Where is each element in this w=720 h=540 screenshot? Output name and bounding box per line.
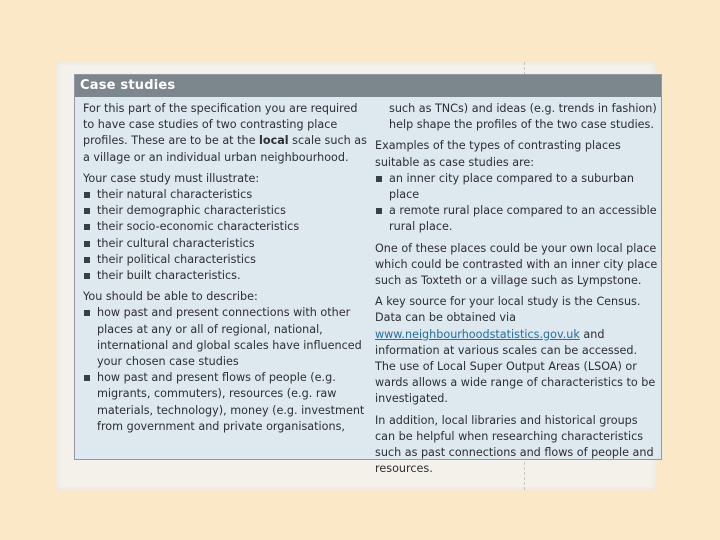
bullet-square-icon <box>84 273 90 279</box>
intro-text-start: For this part of the specification you are required to have case studies of two contrasting place profiles. These are to be at the <box>83 102 358 148</box>
bullet-square-icon <box>84 257 90 263</box>
census-text-end: and information at various scales can be accessed. The use of Local Super Output Areas (LSOA) or wards allows a wide range of characteristics to be investigated. <box>375 327 656 406</box>
list-item <box>83 252 369 268</box>
list-item-text: how past and present flows of people (e.g. migrants, commuters), resources (e.g. raw materials, technology), money (e.g. investment from government and private organisations, <box>97 371 365 433</box>
list-item-text: a remote rural place compared to an accessible rural place. <box>389 204 657 234</box>
list-item <box>83 203 369 219</box>
bullet-square-icon <box>376 208 382 214</box>
bullet-square-icon <box>84 208 90 214</box>
list-item <box>83 268 369 284</box>
neighbourhood-statistics-link[interactable]: www.neighbourhoodstatistics.gov.uk <box>375 327 580 341</box>
left-column <box>83 101 369 435</box>
census-text-start: A key source for your local study is the Census. Data can be obtained via <box>375 295 641 325</box>
box-title: Case studies <box>75 75 661 97</box>
list-item <box>375 171 661 203</box>
list-item-text: their socio-economic characteristics <box>97 220 300 234</box>
illustrate-list <box>83 187 369 284</box>
describe-list <box>83 305 369 435</box>
local-place-paragraph: One of these places could be your own local place which could be contrasted with an inner city place such as Toxteth or a village such as Lympstone. <box>375 241 658 288</box>
right-column <box>375 101 661 477</box>
examples-list <box>375 171 661 236</box>
bullet-square-icon <box>84 310 90 316</box>
intro-paragraph <box>83 101 369 166</box>
case-studies-box <box>74 74 662 476</box>
continuation-paragraph: such as TNCs) and ideas (e.g. trends in fashion) help shape the profiles of the two case studies. <box>389 102 657 132</box>
list-item-text: an inner city place compared to a suburban place <box>389 171 635 202</box>
list-item <box>83 370 369 435</box>
examples-heading: Examples of the types of contrasting places suitable as case studies are: <box>375 139 621 169</box>
list-item <box>375 203 661 235</box>
list-item <box>83 305 369 370</box>
bullet-square-icon <box>84 224 90 230</box>
bullet-square-icon <box>84 241 90 247</box>
bullet-square-icon <box>376 176 382 182</box>
list-item-text: their natural characteristics <box>97 188 253 202</box>
scanned-page <box>56 62 656 490</box>
bullet-square-icon <box>84 192 90 198</box>
list-item <box>83 187 369 203</box>
list-item-text: their demographic characteristics <box>97 204 286 218</box>
bullet-square-icon <box>84 375 90 381</box>
list-item-text: their cultural characteristics <box>97 236 255 250</box>
census-paragraph <box>375 294 661 407</box>
list-item-text: their political characteristics <box>97 252 256 266</box>
libraries-paragraph: In addition, local libraries and historical groups can be helpful when researching characteristics such as past connections and flows of people and resources. <box>375 413 654 476</box>
illustrate-heading: Your case study must illustrate: <box>83 171 260 185</box>
list-item <box>83 219 369 235</box>
list-item-text: how past and present connections with other places at any or all of regional, national, international and global scales have influenced your chosen case studies <box>97 306 362 369</box>
intro-bold-word: local <box>259 134 289 148</box>
list-item <box>83 236 369 252</box>
list-item-text: their built characteristics. <box>97 269 241 283</box>
describe-heading: You should be able to describe: <box>83 290 258 304</box>
intro-text-end: scale such as a village or an individual urban neighbourhood. <box>83 134 367 164</box>
